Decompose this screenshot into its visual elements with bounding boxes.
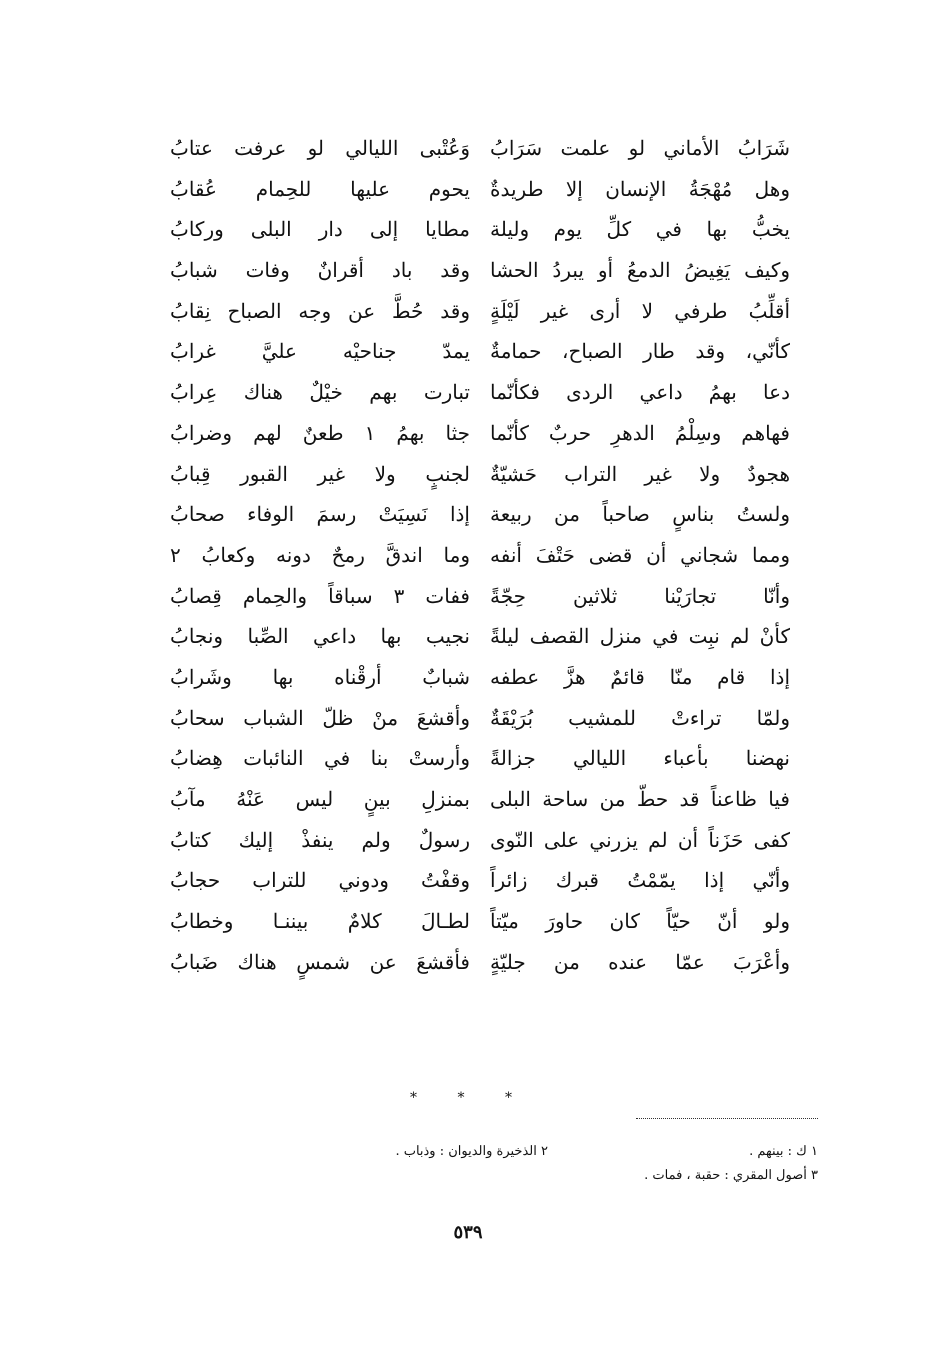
verse-first-hemistich: وهل مُهْجَةُ الإنسان إلا طريدةٌ (490, 176, 790, 201)
verse-second-hemistich: فأقشعَ عن شمسٍ هناك ضَبابُ (170, 949, 470, 974)
footnote-rule (636, 1118, 818, 1119)
verse-first-hemistich: أقلِّبُ طرفي لا أرى غير لَيْلَةٍ (490, 298, 790, 323)
poem-left-column (170, 128, 470, 982)
page-number: ٥٣٩ (453, 1222, 483, 1243)
footnote-2: ٢ الذخيرة والديوان : وذباب . (395, 1144, 548, 1159)
verse-second-hemistich: بمنزلِ بينٍ ليس عَنْهُ مآبُ (170, 787, 470, 811)
verse-first-hemistich: فهاهم وسِلْمُ الدهرِ حربٌ كأنّما (490, 420, 790, 445)
verse-second-hemistich: تبارت بهم خيْلٌ هناك عِرابُ (170, 380, 470, 405)
verse-first-hemistich: ومما شجاني أن قضى حَتْفَ أنفه (490, 542, 790, 567)
verse-first-hemistich: ولستُ بناسٍ صاحباً من ربيعة (490, 502, 790, 527)
verse-first-hemistich: وأعْرَبَ عمّا عنده من جليّةٍ (490, 949, 790, 974)
footnote-1: ١ ك : بينهم . (749, 1144, 818, 1159)
verse-second-hemistich: وما اندقَّ رمحٌ دونه وكعابُ ٢ (170, 542, 470, 567)
verse-first-hemistich: هجودٌ ولا غير التراب حَشيّةٌ (490, 461, 790, 486)
verse-second-hemistich: وقد حُطَّ عن وجه الصباح نِقابُ (170, 298, 470, 323)
verse-second-hemistich: لطـالَ كلامٌ بيننـا وخطابُ (170, 909, 470, 934)
verse-first-hemistich: فيا ظاعناً قد حطّ من ساحة البلى (490, 787, 790, 811)
verse-second-hemistich: وقفْتُ ودوني للتراب حجابُ (170, 868, 470, 893)
verse-first-hemistich: وأنّي إذا يمّمْتُ قبرك زائراً (490, 868, 790, 893)
verse-first-hemistich: دعا بهمُ داعي الردى فكأنّما (490, 380, 790, 405)
verse-first-hemistich: يخبُّ بها في كلِّ يوم وليلة (490, 217, 790, 242)
verse-second-hemistich: لجنبٍ ولا غير القبور قِبابُ (170, 461, 470, 486)
verse-second-hemistich: وأقشعَ منْ ظلّ الشباب سحابُ (170, 705, 470, 730)
footnote-row (300, 1164, 818, 1188)
verse-first-hemistich: ولو أنّ حيّاً كان حاورَ ميّتاً (490, 909, 790, 934)
verse-first-hemistich: شَرَابُ الأماني لو علمت سَرَابُ (490, 136, 790, 160)
verse-second-hemistich: مطايا إلى دار البلى وركابُ (170, 217, 470, 242)
footnotes (300, 1140, 818, 1188)
verse-second-hemistich: نجيب بها داعي الصِّبا ونجابُ (170, 624, 470, 649)
verse-first-hemistich: إذا قام منّا قائمٌ هزَّ عطفه (490, 664, 790, 689)
footnote-row (300, 1140, 818, 1164)
verse-first-hemistich: كفى حَزَناً أن لم يزرني على النّوى (490, 827, 790, 852)
verse-first-hemistich: وأنّا تجارَيْنا ثلاثين حِجّةً (490, 583, 790, 608)
verse-second-hemistich: وقد باد أقرانٌ وفات شبابُ (170, 258, 470, 283)
verse-second-hemistich: وَعُتْبى الليالي لو عرفت عتابُ (170, 136, 470, 160)
verse-second-hemistich: جثا بهمُ ١ طعنٌ لهم وضرابُ (170, 420, 470, 445)
section-separator: * * * (410, 1090, 530, 1106)
verse-first-hemistich: كأنْ لم نبِت في منزل القصف ليلةً (490, 624, 790, 649)
poem-right-column (490, 128, 790, 982)
verse-second-hemistich: شبابٌ أرقْناه بها وشَرابُ (170, 664, 470, 689)
footnote-3: ٣ أصول المقري : حقبة ، فمات . (644, 1168, 818, 1183)
verse-second-hemistich: يحوم عليها للحِمام عُقابُ (170, 176, 470, 201)
verse-second-hemistich: إذا نَسِيَتْ رسمَ الوفاء صحابُ (170, 502, 470, 527)
verse-second-hemistich: رسولٌ ولم ينفذْ إليك كتابُ (170, 827, 470, 852)
verse-second-hemistich: ففات ٣ سباقاً والحِمام قِصابُ (170, 583, 470, 608)
verse-second-hemistich: يمدّ جناحيْه عليَّ غرابُ (170, 339, 470, 364)
verse-second-hemistich: وأرستْ بنا في النائبات هِضابُ (170, 746, 470, 771)
verse-first-hemistich: ولمّا تراءتْ للمشيب بُرَيْقَةٌ (490, 705, 790, 730)
verse-first-hemistich: كأنّي، وقد طار الصباح، حمامةٌ (490, 339, 790, 364)
verse-first-hemistich: وكيف يَغِيضُ الدمعُ أو يبردُ الحشا (490, 258, 790, 283)
verse-first-hemistich: نهضنا بأعباء الليالي جزالةً (490, 746, 790, 771)
